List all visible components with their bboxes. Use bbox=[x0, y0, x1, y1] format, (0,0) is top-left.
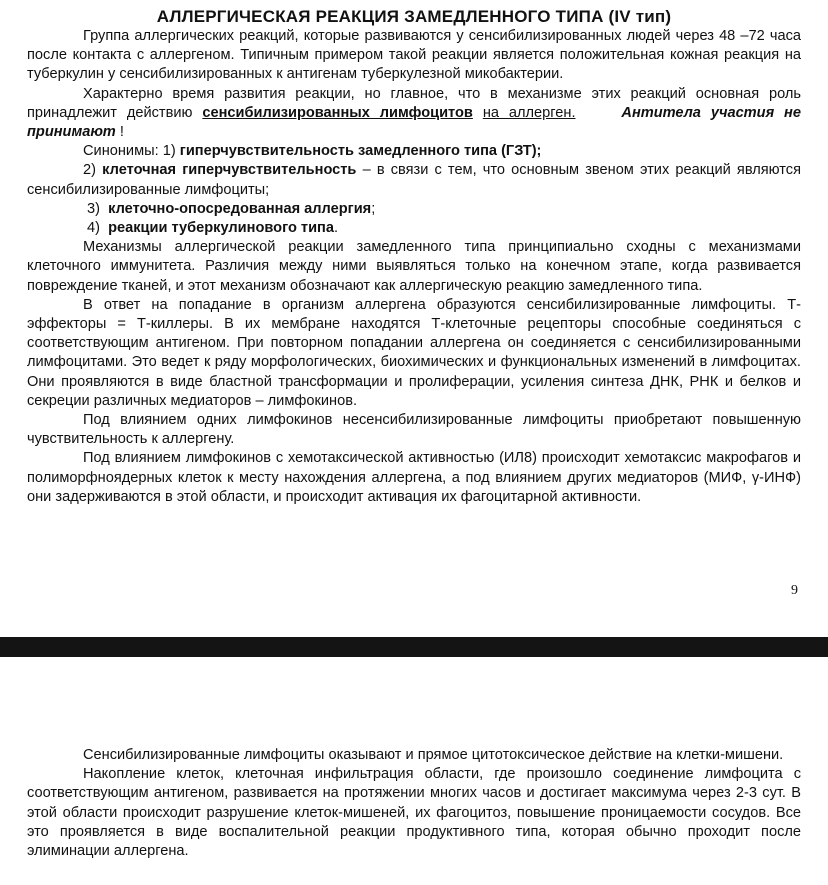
paragraph-mechanism-role bbox=[27, 85, 801, 143]
synonym-item-2 bbox=[27, 161, 801, 199]
paragraph-cytotoxic: Сенсибилизированные лимфоциты оказывают и прямое цитотоксическое действие на клетки-мишени. bbox=[83, 747, 784, 763]
paragraph-mechanisms: Механизмы аллергической реакции замедленного типа принципиально сходны с механизмами клеточного иммунитета. Различия между ними выявляться только на конечном этапе, когда развивается повреждение тканей, и этот механизм обозначают как аллергическую реакцию замедленного типа. bbox=[27, 239, 801, 294]
synonym-number: 2) bbox=[83, 162, 96, 179]
exclamation: ! bbox=[119, 124, 124, 141]
synonym-term: клеточная гиперчувствительность bbox=[102, 162, 357, 179]
synonym-number: 4) bbox=[87, 220, 100, 237]
synonym-number: 3) bbox=[87, 200, 100, 217]
synonym-label: Синонимы: 1) bbox=[83, 143, 176, 160]
page-separator bbox=[0, 637, 828, 657]
document-page-2 bbox=[0, 657, 828, 885]
page-2-content bbox=[27, 657, 801, 861]
paragraph-allergen-response: В ответ на попадание в организм аллергена образуются сенсибилизированные лимфоциты. Т-эффекторы = Т-киллеры. В их мембране находятся Т-клеточные рецепторы способные соединяться с соответствующим антигеном. При повторном попадании аллергена он соединяется с сенсибилизированными лимфоцитами. Это ведет к ряду морфологических, биохимических и функциональных изменений в лимфоцитах. Они проявляются в виде бластной трансформации и пролиферации, усиления синтеза ДНК, РНК и белков и секреции различных медиаторов – лимфокинов. bbox=[27, 296, 801, 409]
paragraph-lymphokines: Под влиянием одних лимфокинов несенсибилизированные лимфоциты приобретают повышенную чувствительность к аллергену. bbox=[27, 412, 801, 448]
synonym-item-3 bbox=[27, 200, 801, 219]
paragraph-chemotaxis: Под влиянием лимфокинов с хемотаксической активностью (ИЛ8) происходит хемотаксис макрофагов и полиморфноядерных клеток к месту нахождения аллергена, а под влиянием других медиаторов (МИФ, γ-ИНФ) они задерживаются в этой области, и происходит активация их фагоцитарной активности. bbox=[27, 450, 801, 505]
emphasis-antibodies: Антитела участия не принимают bbox=[27, 104, 801, 141]
synonym-item-1 bbox=[27, 142, 801, 161]
paragraph-text: Характерно время развития реакции, но главное, что в механизме этих реакций основная роль принадлежит действию bbox=[27, 85, 801, 121]
emphasis-sensitized-lymphocytes: сенсибилизированных лимфоцитов bbox=[202, 104, 473, 121]
synonym-item-4 bbox=[27, 219, 801, 238]
synonym-description: – в связи с тем, что основным звеном этих реакций являются сенсибилизированные лимфоциты; bbox=[27, 162, 802, 198]
paragraph-intro: Группа аллергических реакций, которые развиваются у сенсибилизированных людей через 48 –72 часа после контакта с аллергеном. Типичным примером такой реакции является положительная кожная реакция на туберкулин у сенсибилизированных к антигенам туберкулезной микобактерии. bbox=[27, 28, 801, 83]
document-title: АЛЛЕРГИЧЕСКАЯ РЕАКЦИЯ ЗАМЕДЛЕННОГО ТИПА (IV тип) bbox=[156, 7, 672, 26]
punctuation: ; bbox=[371, 200, 376, 217]
underlined-text: на аллерген. bbox=[482, 104, 576, 121]
page-number: 9 bbox=[791, 583, 798, 598]
paragraph-infiltration: Накопление клеток, клеточная инфильтрация области, где произошло соединение лимфоцита с соответствующим антигеном, развивается на протяжении многих часов и достигает максимума через 2-3 сут. В этой области происходит разрушение клеток-мишеней, их фагоцитоз, повышение проницаемости сосудов. Все это проявляется в виде воспалительной реакции продуктивного типа, которая обычно проходит после элиминации аллергена. bbox=[27, 766, 801, 860]
synonym-term: клеточно-опосредованная аллергия bbox=[108, 200, 372, 217]
punctuation: . bbox=[333, 220, 339, 237]
synonym-term: реакции туберкулинового типа bbox=[108, 220, 334, 237]
synonym-term: гиперчувствительность замедленного типа (ГЗТ); bbox=[179, 143, 542, 160]
